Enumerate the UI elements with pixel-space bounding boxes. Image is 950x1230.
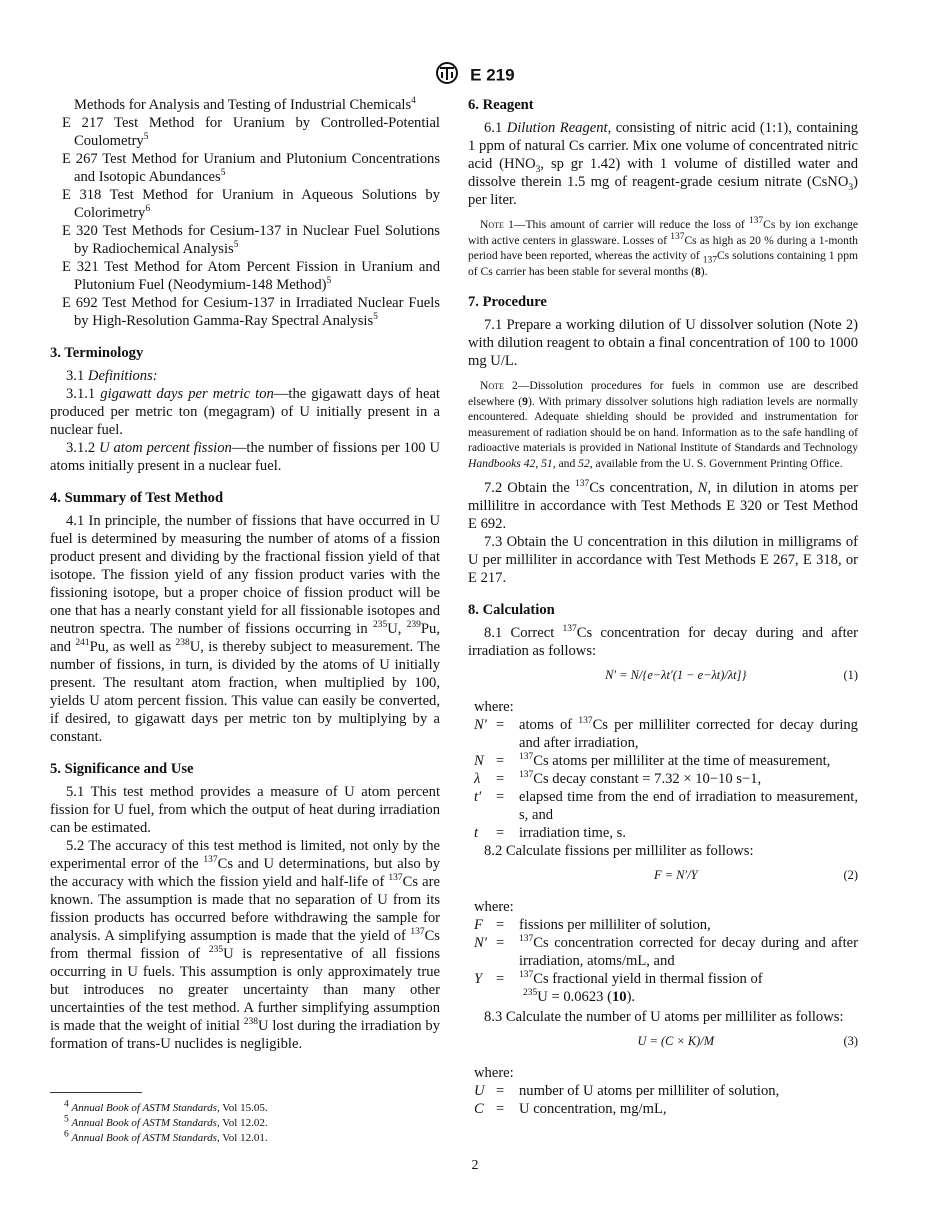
reagent-paragraph: 6.1 Dilution Reagent, consisting of nitric acid (1:1), containing 1 ppm of natural Cs carrier. Mix one volume of concentrated nitric acid ($HNO_3$, sp gr 1.42) with 1 volume of distilled water and dissolve therein 1.5 mg of reagent-grade cesium nitrate (CsNO$_3$) per liter.: [468, 120, 859, 208]
summary-paragraph: 4.1 In principle, the number of fissions that have occurred in U fuel is determined by measuring the number of atoms of a fission product present and dividing by the fractional fission yield of that isotope. The fission yield of any fission product varies with the fissioning isotope, but a proper choice of fission product will be one that has a nearly constant yield for all fissionable isotopes and neutron spectra. The number of fissions occurring in $^{235}$U, $^{239}$Pu, and $^{241}$Pu, as well as $^{238}$U, is thereby subject to measurement. The number of fissions, in turn, is divided by the atoms of U initially present. The resultant atom fraction, when multiplied by 100, yields U atom percent fission. This value can easily be converted, if desired, to gigawatt days per metric ton by multiplying by a constant.: [50, 513, 440, 745]
where-row: C = U concentration, mg/mL,: [474, 1101, 667, 1117]
page-number: 2: [471, 1158, 479, 1173]
where-row: t = irradiation time, s.: [474, 825, 626, 841]
reference-item: E 318 Test Method for Uranium in Aqueous Solutions by Colorimetry$^6$: [62, 187, 440, 221]
where-row: N′ = $^{137}$Cs concentration corrected for decay during and after irradiation, atoms/mL, and: [474, 934, 858, 969]
procedure-paragraph-1: 7.1 Prepare a working dilution of U dissolver solution (Note 2) with dilution reagent to obtain a final concentration of 100 to 1000 mg U/L.: [468, 317, 858, 369]
equation-2: F = N′/Y (2): [654, 868, 858, 882]
right-column: [468, 96, 858, 1118]
where-row: N′ = atoms of $^{137}$Cs per milliliter corrected for decay during and after irradiation,: [474, 716, 858, 751]
section-title-terminology: 3. Terminology: [50, 345, 144, 361]
section-title-significance: 5. Significance and Use: [50, 761, 194, 777]
footnote-divider: [50, 1092, 142, 1093]
procedure-paragraph-3: 7.3 Obtain the U concentration in this dilution in milligrams of U per milliliter in accordance with Test Methods E 267, E 318, or E 217.: [468, 534, 858, 586]
definition-atom-percent-fission: 3.1.2 U atom percent fission—the number of fissions per 100 U atoms initially present in a nuclear fuel.: [50, 440, 440, 474]
reference-item: E 320 Test Methods for Cesium-137 in Nuclear Fuel Solutions by Radiochemical Analysis$^5$: [62, 223, 440, 257]
where-row: λ = $^{137}$Cs decay constant = 7.32 × 10−10 s−1,: [474, 770, 762, 787]
footnote: $^5$ Annual Book of ASTM Standards, Vol 12.02.: [64, 1114, 268, 1129]
procedure-paragraph-2: 7.2 Obtain the $^{137}$Cs concentration, N, in dilution in atoms per millilitre in accordance with Test Methods E 320 or Test Method E 692.: [468, 479, 858, 532]
calculation-paragraph-2: 8.2 Calculate fissions per milliliter as follows:: [484, 843, 754, 859]
reference-item: E 321 Test Method for Atom Percent Fission in Uranium and Plutonium Fuel (Neodymium-148 Method)$^5$: [62, 259, 440, 293]
equation-1: N′ = N/{e−λt′(1 − e−λt)/λt]} (1): [605, 668, 858, 682]
definitions-heading: 3.1 Definitions:: [66, 368, 158, 384]
calculation-paragraph-3: 8.3 Calculate the number of U atoms per milliliter as follows:: [484, 1009, 844, 1025]
footnote: $^4$ Annual Book of ASTM Standards, Vol 15.05.: [64, 1099, 268, 1114]
note-1: Note 1—This amount of carrier will reduce the loss of $^{137}$Cs by ion exchange with active centers in glassware. Losses of $^{137}$Cs as high as 20 % during a 1-month period have been reported, whereas the activity of $_{137}$Cs solutions containing 1 ppm of Cs carrier has been stable for several months (8).: [468, 216, 859, 278]
significance-paragraph-1: 5.1 This test method provides a measure of U atom percent fission for U fuel, from which the output of heat during irradiation can be estimated.: [50, 784, 440, 836]
equation-3: U = (C × K)/M (3): [637, 1034, 858, 1048]
where-row: N = $^{137}$Cs atoms per milliliter at the time of measurement,: [474, 752, 831, 769]
left-column: [50, 96, 440, 1053]
astm-logo-icon: [435, 62, 459, 89]
page-header: [0, 62, 950, 89]
definition-gigawatt-days: 3.1.1 gigawatt days per metric ton—the gigawatt days of heat produced per metric ton (megagram) of U initially present in a nuclear fuel.: [50, 386, 440, 438]
calculation-paragraph-1: 8.1 Correct $^{137}$Cs concentration for decay during and after irradiation as follows:: [468, 624, 858, 659]
section-title-calculation: 8. Calculation: [468, 602, 555, 618]
where-block-1: where: N′ = atoms of $^{137}$Cs per milliliter corrected for decay during and after irradiation, N = $^{137}$Cs atoms per milliliter at the time of measurement, λ = $^{137}$Cs decay constant = 7.32 × 10−10 s−1, t′ = elapsed time from the end of irradiation to measurement, s, and t = irradiation time, s.: [474, 699, 858, 841]
where-block-3: where: U = number of U atoms per milliliter of solution, C = U concentration, mg/mL,: [468, 1064, 858, 1118]
section-title-procedure: 7. Procedure: [468, 294, 547, 310]
reference-item: E 692 Test Method for Cesium-137 in Irradiated Nuclear Fuels by High-Resolution Gamma-Ray Spectral Analysis$^5$: [62, 295, 440, 329]
where-row: Y = $^{137}$Cs fractional yield in thermal fission of $^{235}$U = 0.0623 (10).: [474, 970, 763, 1005]
reference-item: Methods for Analysis and Testing of Industrial Chemicals$^4$: [74, 96, 416, 113]
where-row: U = number of U atoms per milliliter of solution,: [474, 1083, 780, 1099]
where-block-2: where: F = fissions per milliliter of solution, N′ = $^{137}$Cs concentration corrected for decay during and after irradiation, atoms/mL, and Y = $^{137}$Cs fractional yield in thermal fission of $^{235}$U = 0.0623 (10).: [474, 899, 858, 1005]
section-title-summary: 4. Summary of Test Method: [50, 490, 224, 506]
footnote: $^6$ Annual Book of ASTM Standards, Vol 12.01.: [64, 1129, 268, 1144]
where-row: F = fissions per milliliter of solution,: [474, 917, 711, 933]
note-2: Note 2—Dissolution procedures for fuels in common use are described elsewhere (9). With primary dissolver solutions high radiation levels are normally encountered. Adequate shielding should be provided and instrumentation for measurement of radiation should be on hand. Information as to the safe handling of radioactive materials is provided in National Institute of Standards and Technology Handbooks 42, 51, and 52, available from the U. S. Government Printing Office.: [468, 379, 858, 470]
reference-item: E 217 Test Method for Uranium by Controlled-Potential Coulometry$^5$: [62, 115, 440, 149]
reference-item: E 267 Test Method for Uranium and Plutonium Concentrations and Isotopic Abundances$^5$: [62, 151, 440, 185]
footnotes: [50, 1092, 440, 1146]
section-title-reagent: 6. Reagent: [468, 97, 534, 113]
significance-paragraph-2: 5.2 The accuracy of this test method is limited, not only by the experimental error of the $^{137}$Cs and U determinations, but also by the accuracy with which the fission yield and half-life of $^{137}$Cs are known. The assumption is made that no separation of U from its fission products has occurred before withdrawing the sample for analysis. A simplifying assumption is made that the yield of $^{137}$Cs from thermal fission of $^{235}$U is representative of all fissions occurring in U fuels. This assumption is only approximately true but introduces no greater uncertainty than many other uncertainties of the test method. A further simplifying assumption is made that the weight of initial $^{238}$U lost during the irradiation by formation of trans-U nuclides is negligible.: [50, 838, 441, 1052]
standard-code: E 219: [470, 65, 515, 85]
where-row: t′ = elapsed time from the end of irradiation to measurement, s, and: [474, 789, 858, 823]
